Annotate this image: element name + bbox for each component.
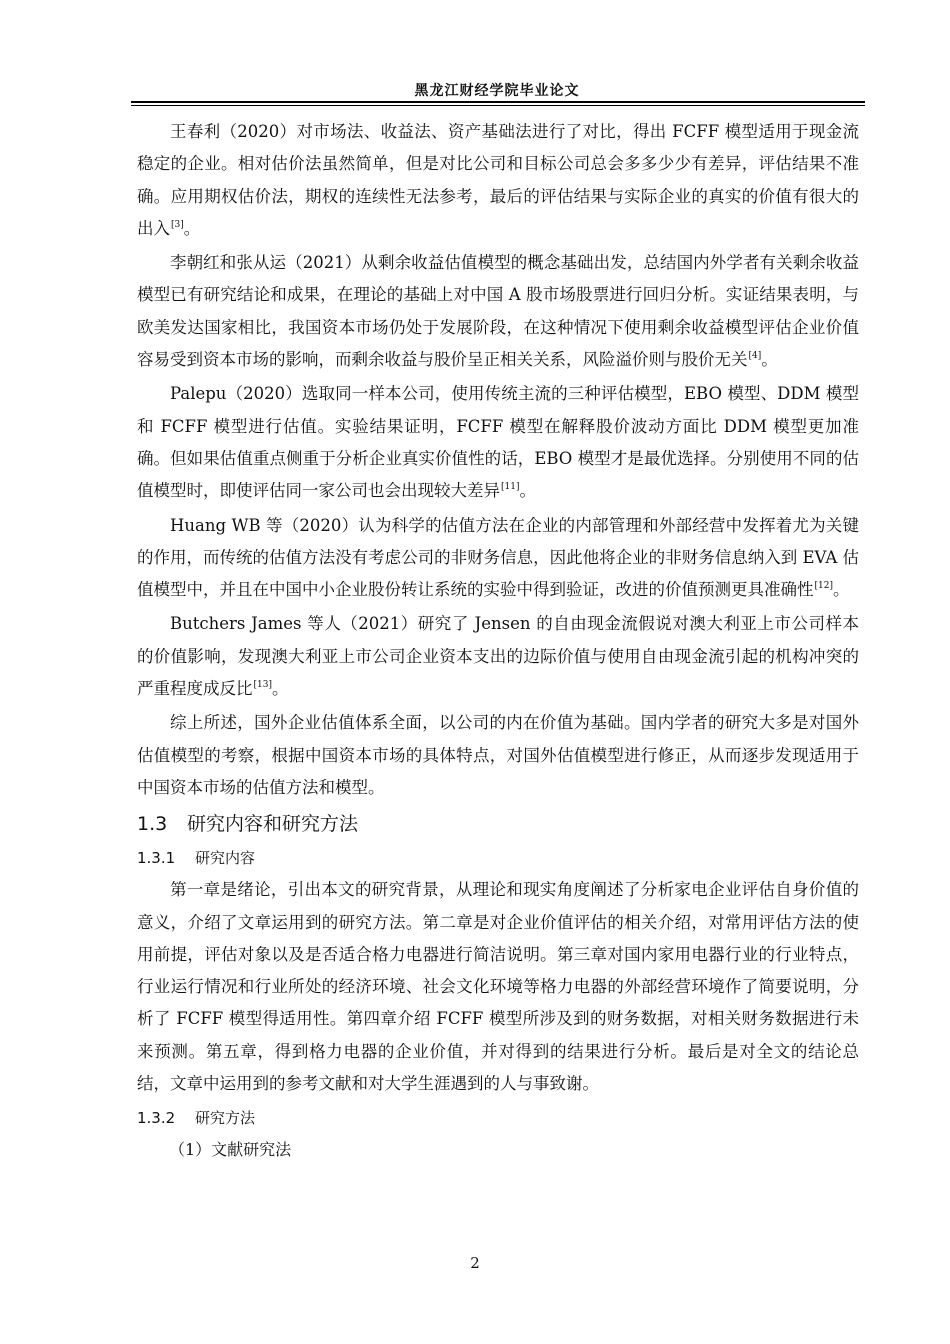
section-title: 研究内容和研究方法 (187, 813, 359, 836)
subsection-title: 研究方法 (195, 1109, 256, 1128)
citation[interactable]: [4] (748, 351, 762, 362)
paragraph-text: Huang WB 等（2020）认为科学的估值方法在企业的内部管理和外部经营中发挥着尤为关键的作用，而传统的估值方法没有考虑公司的非财务信息，因此他将企业的非财务信息纳入到 EVA 估值模型中，并且在中国中小企业股份转让系统的实验中得到验证，改进的价值预测更具准确性 (137, 515, 859, 600)
paragraph-2 (137, 247, 859, 376)
subsection-heading-method (137, 1102, 859, 1134)
subsection-number: 1.3.1 (137, 849, 176, 868)
paragraph-text: Butchers James 等人（2021）研究了 Jensen 的自由现金流假说对澳大利亚上市公司样本的价值影响，发现澳大利亚上市公司企业资本支出的边际价值与使用自由现金流引起的机构冲突的严重程度成反比 (137, 614, 859, 699)
paragraph-end: 。 (761, 350, 778, 370)
header-rule-thin (131, 105, 865, 106)
subsection-title: 研究内容 (195, 849, 256, 868)
paragraph-text: Palepu（2020）选取同一样本公司，使用传统主流的三种评估模型，EBO 模型、DDM 模型和 FCFF 模型进行估值。实验结果证明，FCFF 模型在解释股价波动方面比 DDM 模型更加准确。但如果估值重点侧重于分析企业真实价值性的话，EBO 模型才是最优选择。分别使用不同的估值模型时，即使评估同一家公司也会出现较大差异 (137, 384, 859, 501)
paragraph-6 (137, 707, 859, 804)
running-header: 黑龙江财经学院毕业论文 (414, 83, 580, 99)
paragraph-end: 。 (832, 580, 850, 600)
citation[interactable]: [13] (253, 680, 272, 691)
paragraph-text: 综上所述，国外企业估值体系全面，以公司的内在价值为基础。国内学者的研究大多是对国外估值模型的考察，根据中国资本市场的具体特点，对国外估值模型进行修正，从而逐步发现适用于中国资本市场的估值方法和模型。 (137, 713, 859, 797)
paragraph-3 (137, 378, 859, 507)
paragraph-text: 李朝红和张从运（2021）从剩余收益估值模型的概念基础出发，总结国内外学者有关剩余收益模型已有研究结论和成果，在理论的基础上对中国 A 股市场股票进行回归分析。实证结果表明，与欧美发达国家相比，我国资本市场仍处于发展阶段，在这种情况下使用剩余收益模型评估企业价值容易受到资本市场的影响，而剩余收益与股价呈正相关关系，风险溢价则与股价无关 (137, 253, 859, 370)
section-number: 1.3 (137, 813, 168, 836)
paragraph-end: 。 (271, 679, 289, 699)
header-rule-thick (131, 101, 865, 103)
paragraph-4 (137, 510, 859, 607)
paragraph-end: 。 (183, 218, 201, 238)
paragraph-5 (137, 608, 859, 705)
paragraph-text: 王春利（2020）对市场法、收益法、资产基础法进行了对比，得出 FCFF 模型适用于现金流稳定的企业。相对估价法虽然简单，但是对比公司和目标公司总会多多少少有差异，评估结果不准确。应用期权估价法，期权的连续性无法参考，最后的评估结果与实际企业的真实的价值有很大的出入 (137, 122, 859, 238)
list-item: （1）文献研究法 (169, 1140, 292, 1160)
body-text (137, 116, 859, 1166)
subsection-number: 1.3.2 (137, 1109, 176, 1128)
paragraph-end: 。 (519, 481, 536, 501)
page-number: 2 (470, 1254, 480, 1272)
citation[interactable]: [11] (501, 482, 520, 493)
citation[interactable]: [12] (814, 581, 833, 592)
citation[interactable]: [3] (171, 219, 184, 230)
subsection-heading-content (137, 842, 859, 874)
paragraph-1 (137, 116, 859, 245)
section-heading (137, 806, 859, 842)
paragraph-content: 第一章是绪论，引出本文的研究背景，从理论和现实角度阐述了分析家电企业评估自身价值的意义，介绍了文章运用到的研究方法。第二章是对企业价值评估的相关介绍，对常用评估方法的使用前提，评估对象以及是否适合格力电器进行简洁说明。第三章对国内家用电器行业的行业特点，行业运行情况和行业所处的经济环境、社会文化环境等格力电器的外部经营环境作了简要说明，分析了 FCFF 模型得适用性。第四章介绍 FCFF 模型所涉及到的财务数据，对相关财务数据进行未来预测。第五章，得到格力电器的企业价值，并对得到的结果进行分析。最后是对全文的结论总结，文章中运用到的参考文献和对大学生涯遇到的人与事致谢。 (137, 880, 859, 1094)
